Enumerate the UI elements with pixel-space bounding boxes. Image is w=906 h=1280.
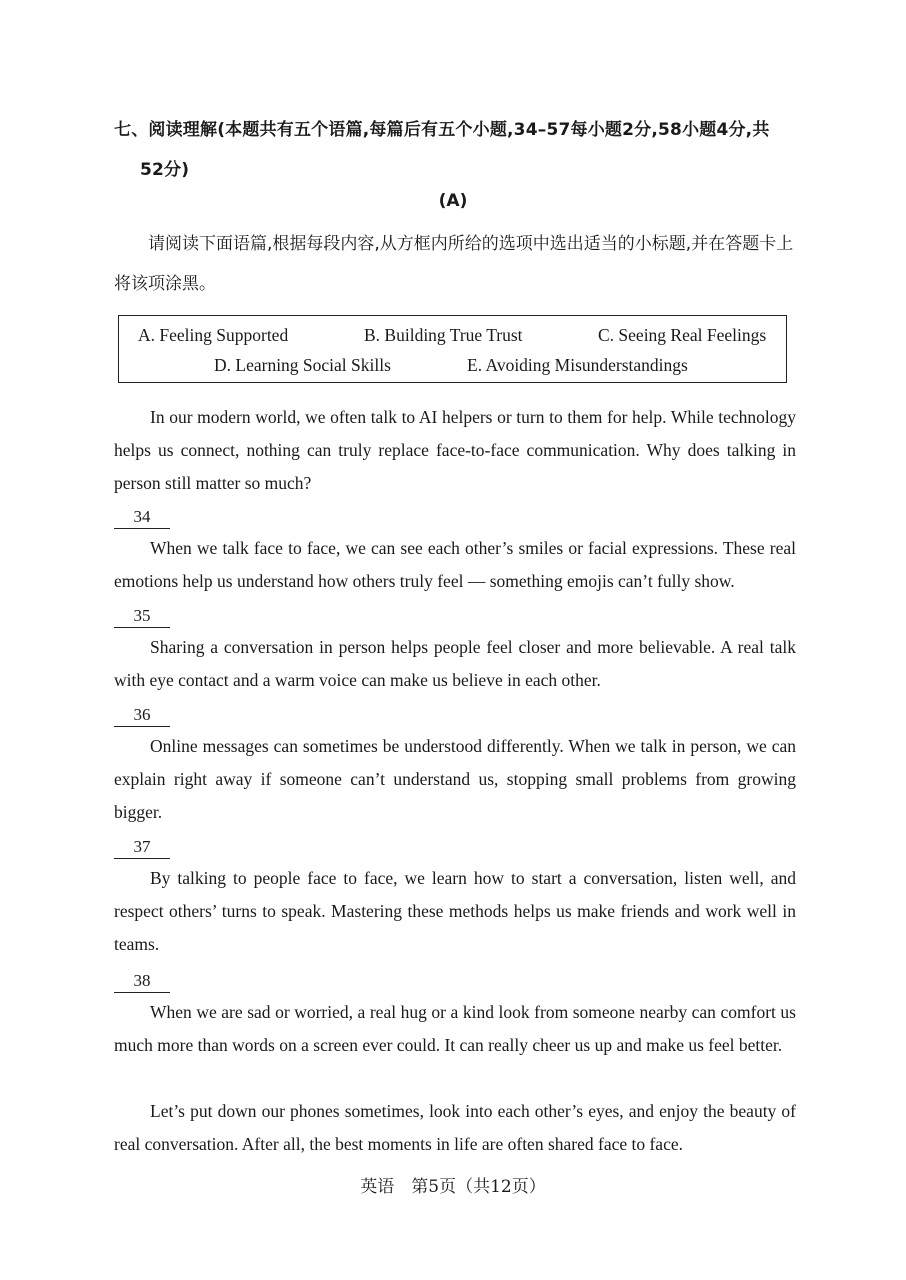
paragraph-36: Online messages can sometimes be understood differently. When we talk in person, we can explain right away if someone can’t understand us, stopping small problems from growing bigger.	[114, 736, 796, 822]
blank-36: 36	[114, 704, 170, 727]
instruction-text: 请阅读下面语篇,根据每段内容,从方框内所给的选项中选出适当的小标题,并在答题卡上将该项涂黑。	[114, 234, 794, 294]
paragraph-closing: Let’s put down our phones sometimes, look into each other’s eyes, and enjoy the beauty of real conversation. After all, the best moments in life are often shared face to face.	[114, 1101, 796, 1154]
option-a: A. Feeling Supported	[138, 325, 289, 345]
option-e: E. Avoiding Misunderstandings	[467, 355, 688, 375]
paragraph-35: Sharing a conversation in person helps people feel closer and more believable. A real talk with eye contact and a warm voice can make us believe in each other.	[114, 637, 796, 690]
option-c: C. Seeing Real Feelings	[598, 325, 767, 345]
blank-35: 35	[114, 605, 170, 628]
paragraph-34: When we talk face to face, we can see each other’s smiles or facial expressions. These real emotions help us understand how others truly feel — something emojis can’t fully show.	[114, 538, 796, 591]
blank-38: 38	[114, 970, 170, 993]
paragraph-38: When we are sad or worried, a real hug or a kind look from someone nearby can comfort us much more than words on a screen ever could. It can really cheer us up and make us feel better.	[114, 1002, 796, 1055]
option-d: D. Learning Social Skills	[214, 355, 391, 375]
blank-37: 37	[114, 836, 170, 859]
section-heading	[114, 110, 804, 190]
section-heading-line1: 七、阅读理解(本题共有五个语篇,每篇后有五个小题,34–57每小题2分,58小题4分,共	[114, 120, 770, 140]
section-heading-line2: 52分)	[140, 160, 190, 180]
passage-label: (A)	[438, 191, 468, 211]
paragraph-intro: In our modern world, we often talk to AI helpers or turn to them for help. While technology helps us connect, nothing can truly replace face-to-face communication. Why does talking in person still matter so much?	[114, 407, 796, 493]
options-box	[118, 315, 787, 383]
paragraph-37: By talking to people face to face, we learn how to start a conversation, listen well, and respect others’ turns to speak. Mastering these methods helps us make friends and work well in teams.	[114, 868, 796, 954]
blank-34: 34	[114, 506, 170, 529]
page-footer: 英语 第5页（共12页）	[360, 1177, 546, 1197]
option-b: B. Building True Trust	[364, 325, 523, 345]
